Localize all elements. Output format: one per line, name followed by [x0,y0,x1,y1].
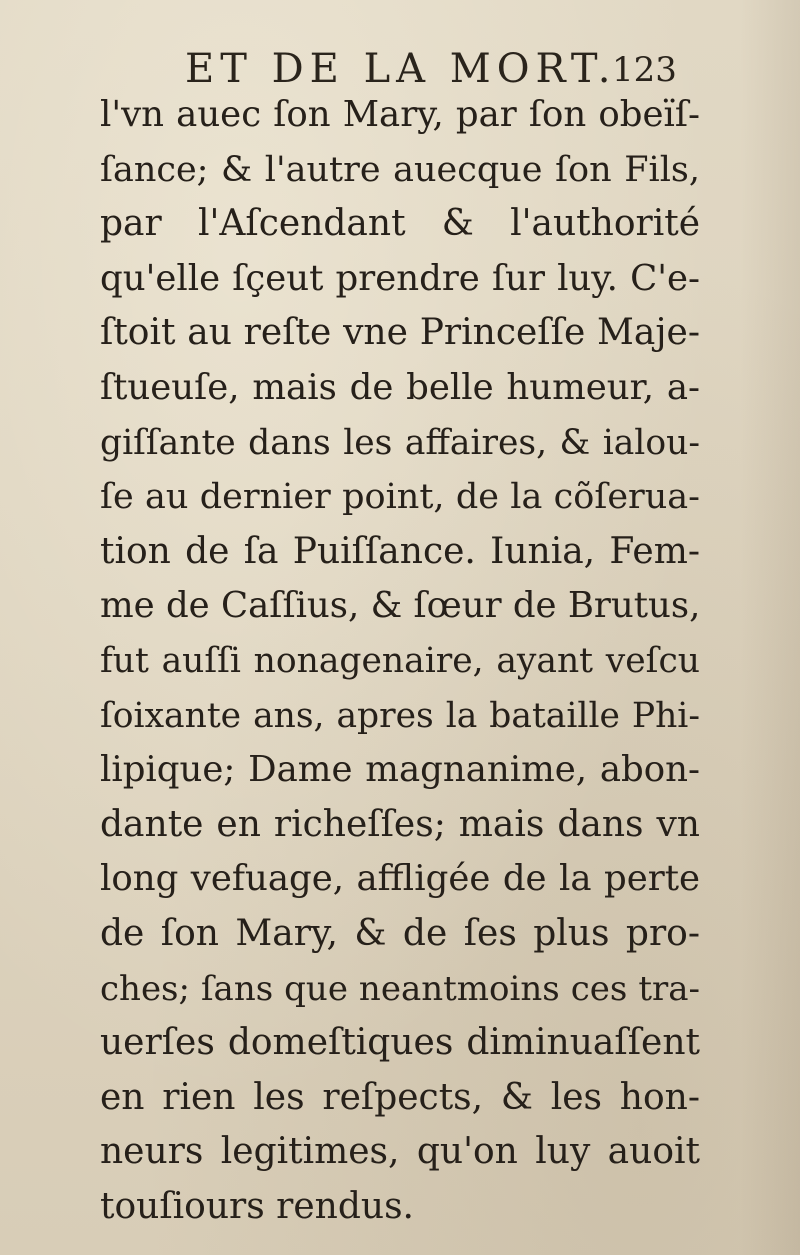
page-edge-shadow [740,0,800,1255]
text-line: de ſon Mary, & de ſes plus pro- [100,912,700,954]
text-line: ſe au dernier point, de la cõſerua- [100,477,700,518]
text-line: neurs legitimes, qu'on luy auoit [100,1131,700,1173]
text-line: lipique; Dame magnanime, abon- [100,749,700,791]
text-line: tion de ſa Puiſſance. Iunia, Fem- [100,530,700,572]
text-line: dante en richeſſes; mais dans vn [100,803,700,845]
text-line: ſtueuſe, mais de belle humeur, a- [100,366,700,408]
text-line: fut auſſi nonagenaire, ayant veſcu [100,640,700,681]
text-line: ſance; & l'autre auecque ſon Fils, [100,149,700,190]
text-line: ſoixante ans, apres la bataille Phi- [100,695,700,736]
running-title: ET DE LA MORT. [185,46,617,92]
text-line: me de Caſſius, & ſœur de Brutus, [100,585,700,627]
text-line: touſiours rendus. [100,1185,414,1227]
text-line: ches; ſans que neantmoins ces tra- [100,968,700,1009]
text-line: l'vn auec ſon Mary, par ſon obeïſ- [100,94,700,135]
text-line: uerſes domeſtiques diminuaſſent [100,1022,700,1064]
text-line: giſſante dans les affaires, & ialou- [100,422,700,463]
text-line: long vefuage, affligée de la perte [100,858,700,900]
page-number: 123 [612,50,677,90]
body-text [100,88,700,1234]
text-line: qu'elle ſçeut prendre ſur luy. C'e- [100,257,700,299]
text-line: par l'Aſcendant & l'authorité [100,203,700,245]
text-line: ſtoit au reſte vne Princeſſe Maje- [100,312,700,354]
text-line: en rien les reſpects, & les hon- [100,1076,700,1118]
